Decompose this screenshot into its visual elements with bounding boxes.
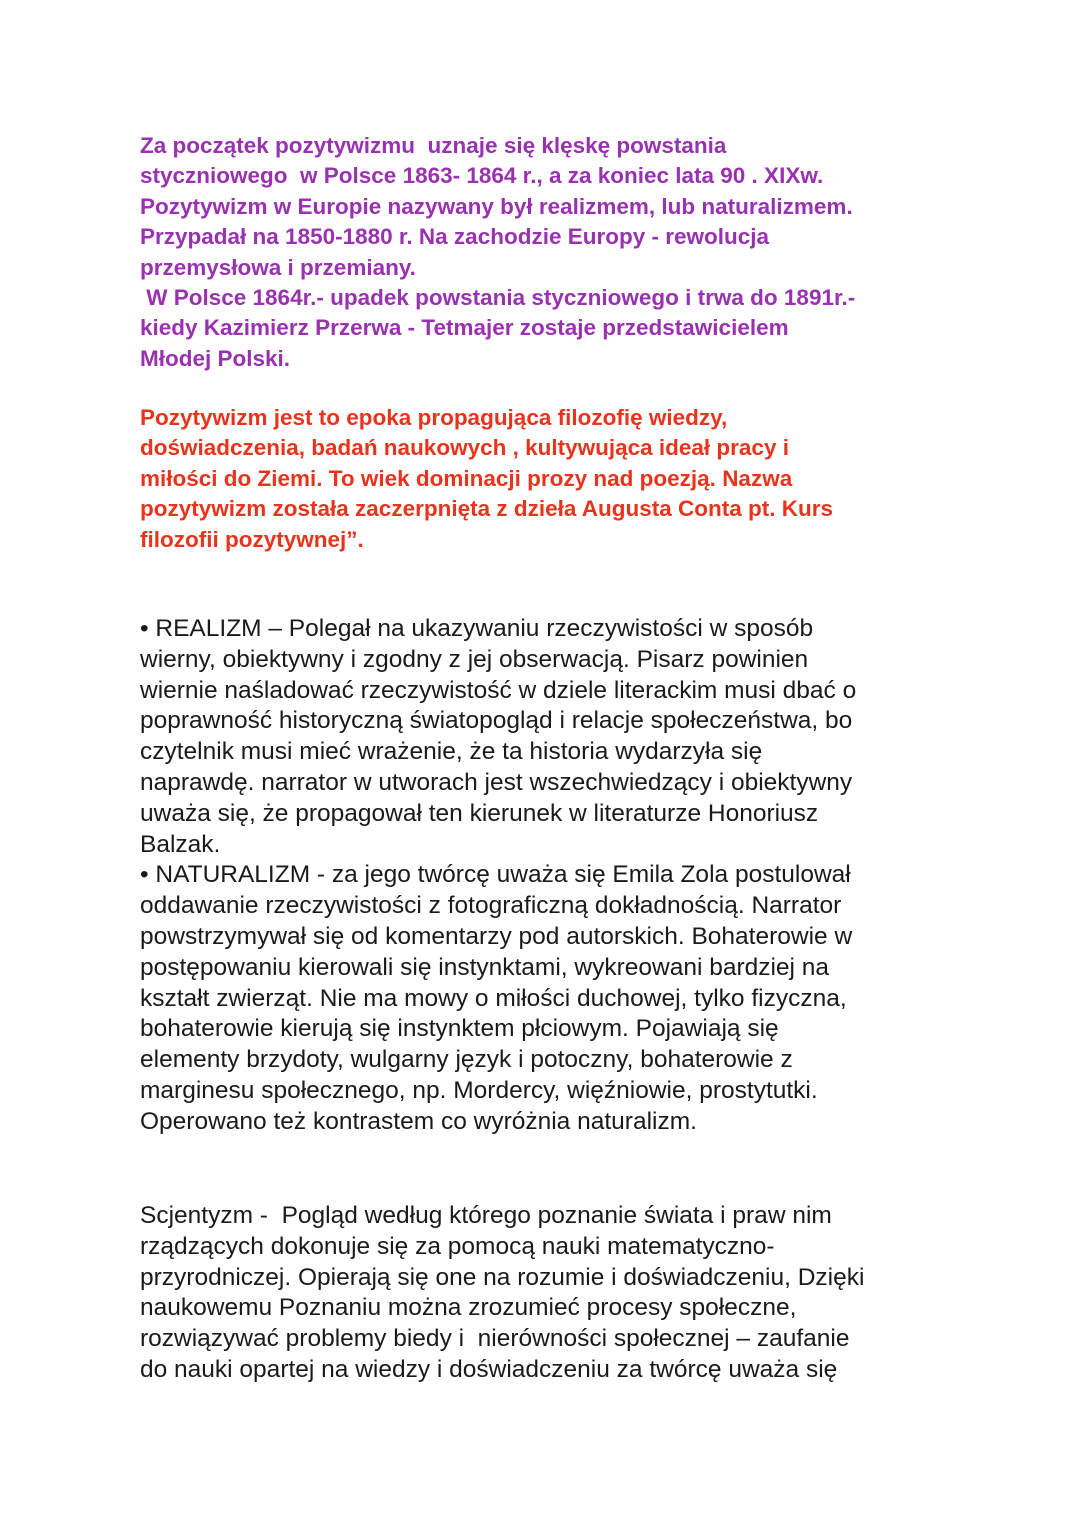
realizm-line: naprawdę. narrator w utworach jest wszechwiedzący i obiektywny — [140, 768, 853, 796]
naturalizm-line: elementy brzydoty, wulgarny język i potoczny, bohaterowie z — [140, 1046, 793, 1074]
intro-line: przemysłowa i przemiany. — [140, 254, 416, 280]
naturalizm-line: Operowano też kontrastem co wyróżnia naturalizm. — [140, 1107, 697, 1135]
realizm-line: czytelnik musi mieć wrażenie, że ta historia wydarzyła się — [140, 738, 763, 766]
scjentyzm-line: rozwiązywać problemy biedy i nierówności społecznej – zaufanie — [140, 1325, 850, 1353]
realizm-line: wiernie naśladować rzeczywistość w dziele literackim musi dbać o — [140, 676, 857, 704]
intro-line: Młodej Polski. — [140, 345, 291, 371]
realizm-line: • REALIZM – Polegał na ukazywaniu rzeczywistości w sposób — [140, 615, 814, 642]
realizm-line: uważa się, że propagował ten kierunek w literaturze Honoriusz — [140, 799, 819, 827]
definition-line: doświadczenia, badań naukowych , kultywująca ideał pracy i — [140, 435, 789, 461]
naturalizm-line: oddawanie rzeczywistości z fotograficzną dokładnością. Narrator — [140, 892, 842, 920]
scjentyzm-line: do nauki opartej na wiedzy i doświadczeniu za twórcę uważa się — [140, 1355, 838, 1383]
realizm-line: wierny, obiektywny i zgodny z jej obserwacją. Pisarz powinien — [140, 645, 809, 673]
realizm-line: Balzak. — [140, 830, 221, 858]
realizm-line: poprawność historyczną światopogląd i relacje społeczeństwa, bo — [140, 707, 853, 735]
scjentyzm-paragraph — [140, 1201, 940, 1386]
naturalizm-line: kształt zwierząt. Nie ma mowy o miłości duchowej, tylko fizyczna, — [140, 984, 847, 1012]
definition-paragraph — [140, 403, 940, 555]
currents-paragraph — [140, 614, 940, 1138]
intro-line: Za początek pozytywizmu uznaje się klęskę powstania — [140, 133, 727, 158]
naturalizm-line: bohaterowie kierują się instynktem płciowym. Pojawiają się — [140, 1015, 779, 1043]
definition-line: pozytywizm została zaczerpnięta z dzieła Augusta Conta pt. Kurs — [140, 496, 834, 522]
intro-line: Pozytywizm w Europie nazywany był realizmem, lub naturalizmem. — [140, 193, 853, 219]
intro-line: W Polsce 1864r.- upadek powstania styczniowego i trwa do 1891r.- — [140, 285, 856, 311]
scjentyzm-line: przyrodniczej. Opierają się one na rozumie i doświadczeniu, Dzięki — [140, 1263, 865, 1291]
naturalizm-line: marginesu społecznego, np. Mordercy, więźniowie, prostytutki. — [140, 1076, 818, 1104]
definition-line: filozofii pozytywnej”. — [140, 526, 364, 552]
scjentyzm-line: naukowemu Poznaniu można zrozumieć procesy społeczne, — [140, 1294, 797, 1322]
scjentyzm-line: rządzących dokonuje się za pomocą nauki matematyczno- — [140, 1232, 775, 1260]
intro-line: kiedy Kazimierz Przerwa - Tetmajer zostaje przedstawicielem — [140, 315, 789, 341]
naturalizm-line: • NATURALIZM - za jego twórcę uważa się Emila Zola postulował — [140, 861, 851, 889]
naturalizm-line: postępowaniu kierowali się instynktami, wykreowani bardziej na — [140, 953, 830, 981]
intro-line: styczniowego w Polsce 1863- 1864 r., a za koniec lata 90 . XIXw. — [140, 163, 824, 189]
definition-line: miłości do Ziemi. To wiek dominacji prozy nad poezją. Nazwa — [140, 465, 793, 491]
naturalizm-line: powstrzymywał się od komentarzy pod autorskich. Bohaterowie w — [140, 922, 853, 950]
intro-line: Przypadał na 1850-1880 r. Na zachodzie Europy - rewolucja — [140, 224, 770, 250]
intro-paragraph — [140, 131, 940, 374]
definition-line: Pozytywizm jest to epoka propagująca filozofię wiedzy, — [140, 405, 728, 430]
scjentyzm-line: Scjentyzm - Pogląd według którego poznanie świata i praw nim — [140, 1202, 832, 1229]
